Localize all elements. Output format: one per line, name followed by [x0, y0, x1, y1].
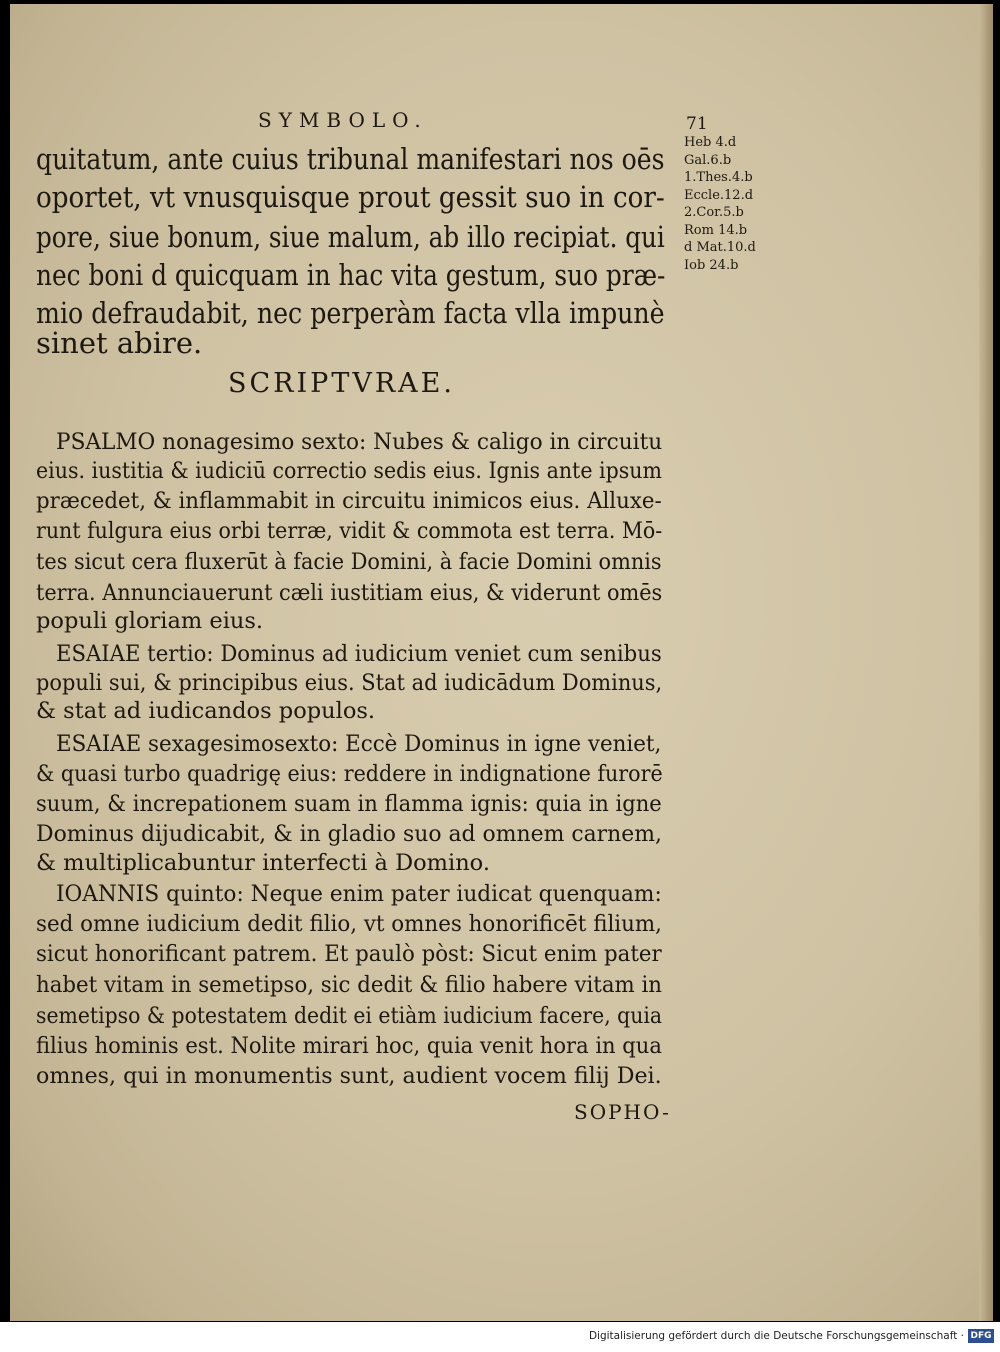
body-line: PSALMO nonagesimo sexto: Nubes & caligo in circuitu — [56, 429, 663, 455]
body-line: IOANNIS quinto: Neque enim pater iudicat quenquam: — [56, 881, 662, 907]
body-line: Dominus dijudicabit, & in gladio suo ad omnem carnem, — [36, 821, 662, 847]
body-line: terra. Annunciauerunt cæli iustitiam eius, & viderunt omēs — [36, 580, 663, 606]
margin-note: Rom 14.b — [684, 222, 748, 238]
body-line: præcedet, & inflammabit in circuitu inimicos eius. Alluxe- — [36, 488, 662, 514]
body-line: tes sicut cera fluxerūt à facie Domini, à facie Domini omnis — [36, 549, 662, 575]
folio-number: 71 — [686, 114, 708, 134]
opening-line: sinet abire. — [36, 326, 203, 360]
opening-line: oportet, vt vnusquisque prout gessit suo in cor- — [36, 180, 665, 214]
body-line: populi sui, & principibus eius. Stat ad iudicādum Dominus, — [36, 670, 663, 696]
footer-bar — [0, 1322, 1000, 1352]
margin-note: d Mat.10.d — [684, 240, 756, 255]
body-line: ESAIAE sexagesimosexto: Eccè Dominus in igne veniet, — [56, 731, 662, 757]
body-line: habet vitam in semetipso, sic dedit & filio habere vitam in — [36, 972, 663, 998]
body-line: & quasi turbo quadrigę eius: reddere in indignatione furorē — [36, 761, 663, 787]
section-title: SCRIPTVRAE. — [228, 368, 455, 399]
body-line: omnes, qui in monumentis sunt, audient vocem filij Dei. — [36, 1063, 662, 1089]
opening-line: mio defraudabit, nec perperàm facta vlla impunè — [36, 296, 665, 330]
body-line: ESAIAE tertio: Dominus ad iudicium veniet cum senibus — [56, 641, 662, 667]
margin-note: 1.Thes.4.b — [684, 170, 753, 185]
book-page — [10, 4, 993, 1321]
catchword: SOPHO- — [574, 1100, 671, 1124]
body-line: sicut honorificant patrem. Et paulò pòst: Sicut enim pater — [36, 941, 662, 967]
margin-note: Gal.6.b — [684, 152, 732, 168]
body-line: eius. iustitia & iudiciū correctio sedis eius. Ignis ante ipsum — [36, 458, 662, 484]
running-head: SYMBOLO. — [258, 108, 428, 132]
body-line: sed omne iudicium dedit filio, vt omnes honorificēt filium, — [36, 911, 662, 937]
body-line: populi gloriam eius. — [36, 608, 264, 634]
funding-credit: Digitalisierung gefördert durch die Deutsche Forschungsgemeinschaft · — [588, 1330, 964, 1342]
margin-note: Iob 24.b — [684, 257, 739, 273]
dfg-logo-icon: DFG — [968, 1329, 994, 1343]
body-line: filius hominis est. Nolite mirari hoc, quia venit hora in qua — [36, 1033, 662, 1059]
body-line: & multiplicabuntur interfecti à Domino. — [36, 850, 490, 876]
margin-note: Eccle.12.d — [684, 187, 754, 203]
opening-line: quitatum, ante cuius tribunal manifestari nos oēs — [36, 142, 665, 176]
margin-notes — [684, 134, 756, 274]
margin-note: 2.Cor.5.b — [684, 205, 744, 220]
opening-line: nec boni d quicquam in hac vita gestum, suo præ- — [36, 258, 666, 292]
body-line: runt fulgura eius orbi terræ, vidit & commota est terra. Mō- — [36, 518, 663, 544]
body-line: suum, & increpationem suam in flamma ignis: quia in igne — [36, 791, 662, 817]
margin-note: Heb 4.d — [684, 135, 737, 150]
body-line: & stat ad iudicandos populos. — [36, 698, 376, 724]
page-edge — [979, 4, 993, 1321]
opening-line: pore, siue bonum, siue malum, ab illo recipiat. qui — [36, 220, 665, 254]
body-line: semetipso & potestatem dedit ei etiàm iudicium facere, quia — [36, 1003, 663, 1029]
